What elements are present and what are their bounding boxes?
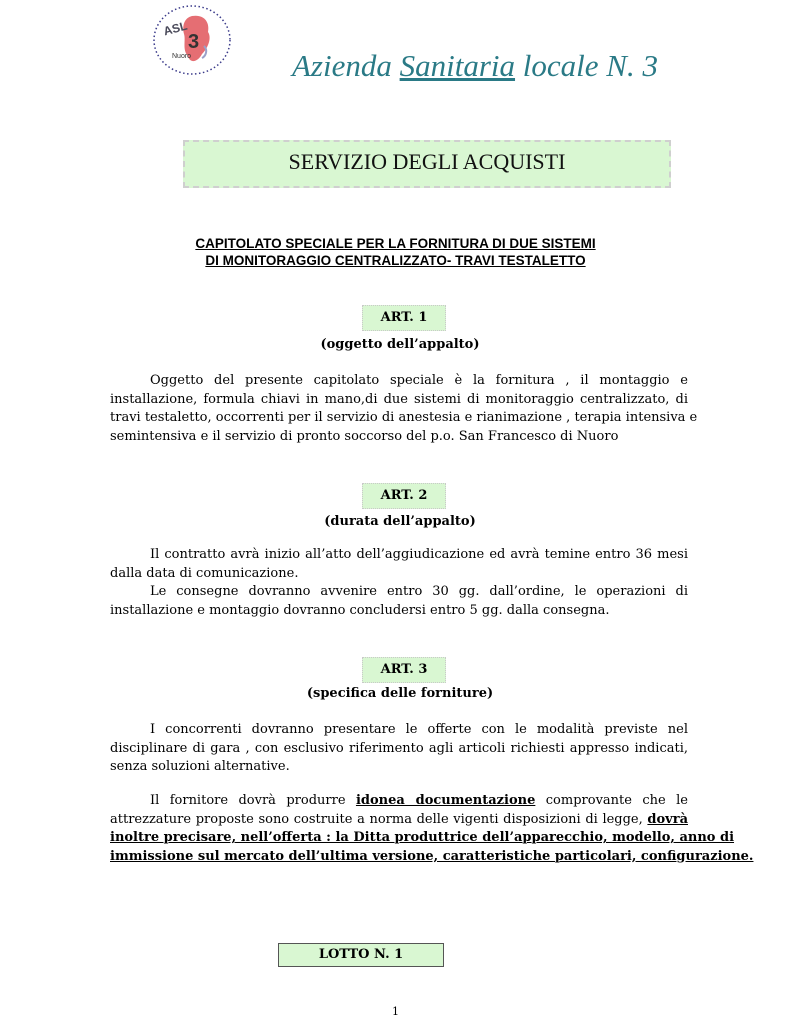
art3-paragraph-1: [110, 721, 688, 777]
art3-line: senza soluzioni alternative.: [110, 759, 290, 774]
art1-label: ART. 1: [362, 305, 446, 331]
art1-line: installazione, formula chiavi in mano,di due sistemi di monitoraggio centralizzato, di: [110, 391, 688, 407]
service-title: SERVIZIO DEGLI ACQUISTI: [288, 149, 566, 174]
subject-line-2: DI MONITORAGGIO CENTRALIZZATO- TRAVI TESTALETTO: [205, 253, 586, 268]
art1-text: [110, 372, 698, 446]
art3-paragraph-2: [110, 792, 754, 866]
art2-line: Il contratto avrà inizio all’atto dell’aggiudicazione ed avrà temine entro 36 mesi: [150, 547, 688, 562]
logo-asl-text: ASL: [161, 18, 189, 39]
art1-line: semintensiva e il servizio di pronto soccorso del p.o. San Francesco di Nuoro: [110, 428, 619, 444]
art2-line: installazione e montaggio dovranno concludersi entro 5 gg. dalla consegna.: [110, 602, 610, 618]
art2-line: Le consegne dovranno avvenire entro 30 gg. dall’ordine, le operazioni di: [150, 584, 688, 599]
service-title-box: [183, 140, 671, 188]
art2-subtitle: (durata dell’appalto): [324, 514, 476, 529]
art3-line: immissione sul mercato dell’ultima versione, caratteristiche particolari, configurazione.: [110, 848, 754, 864]
art1-line: Oggetto del presente capitolato speciale è la fornitura , il montaggio e: [150, 373, 688, 388]
asl-logo: [152, 4, 232, 76]
art3-line: inoltre precisare, nell’offerta : la Ditta produttrice dell’apparecchio, modello, anno di: [110, 830, 735, 845]
art1-subtitle: (oggetto dell’appalto): [320, 337, 480, 352]
art3-label: ART. 3: [362, 657, 446, 683]
art2-line: dalla data di comunicazione.: [110, 565, 299, 581]
lotto-label: LOTTO N. 1: [278, 943, 444, 967]
art2-label: ART. 2: [362, 483, 446, 509]
page-number: 1: [392, 1005, 399, 1018]
art3-line: disciplinare di gara , con esclusivo riferimento agli articoli richiesti appresso indicati,: [110, 740, 688, 756]
subject-line-1: CAPITOLATO SPECIALE PER LA FORNITURA DI DUE SISTEMI: [195, 236, 596, 251]
art3-line: I concorrenti dovranno presentare le offerte con le modalità previste nel: [150, 722, 688, 737]
logo-city: Nuoro: [172, 53, 192, 60]
art2-text: [110, 546, 688, 620]
logo-number: 3: [188, 31, 200, 53]
document-title: Azienda Sanitaria locale N. 3: [292, 48, 658, 83]
art3-line: Il fornitore dovrà produrre idonea documentazione comprovante che le: [150, 793, 688, 808]
art3-line: attrezzature proposte sono costruite a norma delle vigenti disposizioni di legge, dovrà: [110, 811, 688, 827]
art3-subtitle: (specifica delle forniture): [306, 686, 494, 701]
art1-line: travi testaletto, occorrenti per il servizio di anestesia e rianimazione , terapia intensiva e: [110, 410, 698, 425]
